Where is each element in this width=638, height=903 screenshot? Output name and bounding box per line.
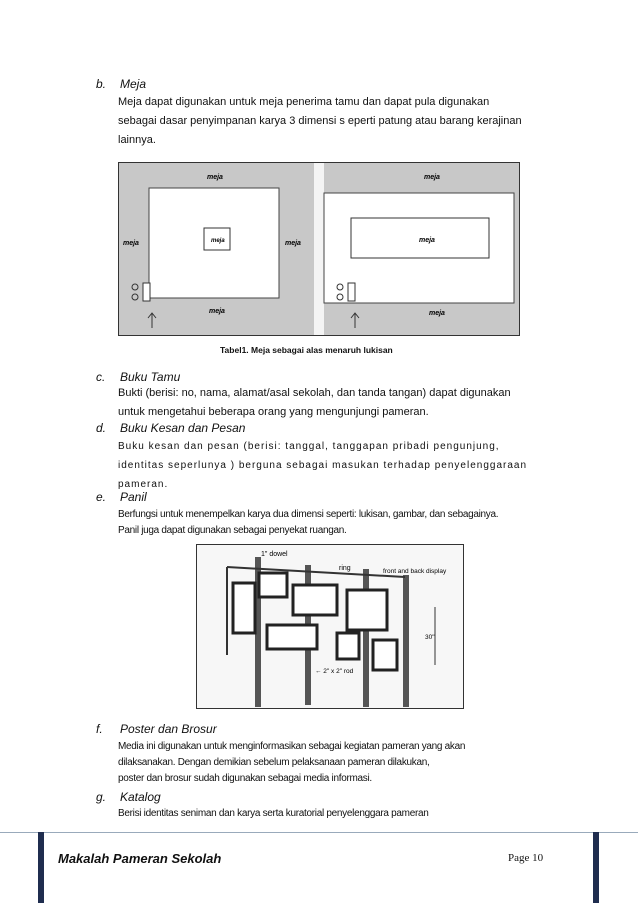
framed-artwork xyxy=(259,573,287,597)
top-table-label: meja xyxy=(207,174,223,181)
section-g-text: Berisi identitas seniman dan karya serta kuratorial penyelenggara pameran xyxy=(118,808,429,819)
figure-panil xyxy=(196,544,464,709)
right-top-table-label: meja xyxy=(424,174,440,181)
section-e-heading: e. Panil xyxy=(96,490,147,504)
section-c-text: Bukti (berisi: no, nama, alamat/asal sekolah, dan tanda tangan) dapat digunakan untuk mengetahui beberapa orang yang mengunjungi pameran. xyxy=(118,387,511,418)
framed-artwork xyxy=(233,583,255,633)
framed-artwork xyxy=(293,585,337,615)
footer-title: Makalah Pameran Sekolah xyxy=(58,851,222,866)
figure-meja-caption: Tabel1. Meja sebagai alas menaruh lukisan xyxy=(220,345,393,355)
ring-label: ring xyxy=(339,565,351,572)
framed-artwork xyxy=(337,633,359,659)
side-table xyxy=(348,283,355,301)
footer-page-number: Page 10 xyxy=(508,852,544,864)
section-g-heading: g. Katalog xyxy=(96,790,161,804)
section-d-heading: d. Buku Kesan dan Pesan xyxy=(96,421,246,435)
footer-rule xyxy=(0,832,638,833)
footer-bar-left xyxy=(38,832,44,903)
section-f-heading: f. Poster dan Brosur xyxy=(96,722,217,736)
side-table xyxy=(143,283,150,301)
section-e-text: Berfungsi untuk menempelkan karya dua dimensi seperti: lukisan, gambar, dan sebagainya. Panil juga dapat digunakan sebagai penyekat ruangan. xyxy=(118,509,499,536)
section-b-text: Meja dapat digunakan untuk meja penerima tamu dan dapat pula digunakan sebagai dasar penyimpanan karya 3 dimensi s eperti patung atau barang kerajinan lainnya. xyxy=(118,96,522,146)
panel-post xyxy=(403,575,409,707)
section-f-text: Media ini digunakan untuk menginformasikan sebagai kegiatan pameran yang akan dilaksanakan. Dengan demikian sebelum pelaksanaan pameran dilakukan, poster dan brosur sudah digunakan sebagai media informasi. xyxy=(118,741,466,784)
dowel-label: 1" dowel xyxy=(261,551,288,558)
long-table-label: meja xyxy=(419,237,435,244)
bottom-table-label: meja xyxy=(209,308,225,315)
footer-bar-right xyxy=(593,832,599,903)
height-label: 30" xyxy=(425,634,435,641)
top-rail xyxy=(227,567,405,577)
rod-label: ← 2" x 2" rod xyxy=(315,668,354,675)
panil-diagram xyxy=(197,545,463,708)
right-table-label: meja xyxy=(285,240,301,247)
right-bottom-table-label: meja xyxy=(429,310,445,317)
center-table-label: meja xyxy=(211,238,225,244)
framed-artwork xyxy=(347,590,387,630)
figure-meja xyxy=(118,162,520,336)
meja-floorplan-diagram xyxy=(119,163,519,335)
framed-artwork xyxy=(373,640,397,670)
left-table-label: meja xyxy=(123,240,139,247)
display-label: front and back display xyxy=(383,568,447,575)
section-c-heading: c. Buku Tamu xyxy=(96,370,181,384)
section-b-heading: b. Meja xyxy=(96,77,147,91)
section-d-text: Buku kesan dan pesan (berisi: tanggal, tanggapan pribadi pengunjung, identitas seperlunya ) berguna sebagai masukan terhadap penyelenggaraan pameran. xyxy=(118,441,528,490)
framed-artwork xyxy=(267,625,317,649)
